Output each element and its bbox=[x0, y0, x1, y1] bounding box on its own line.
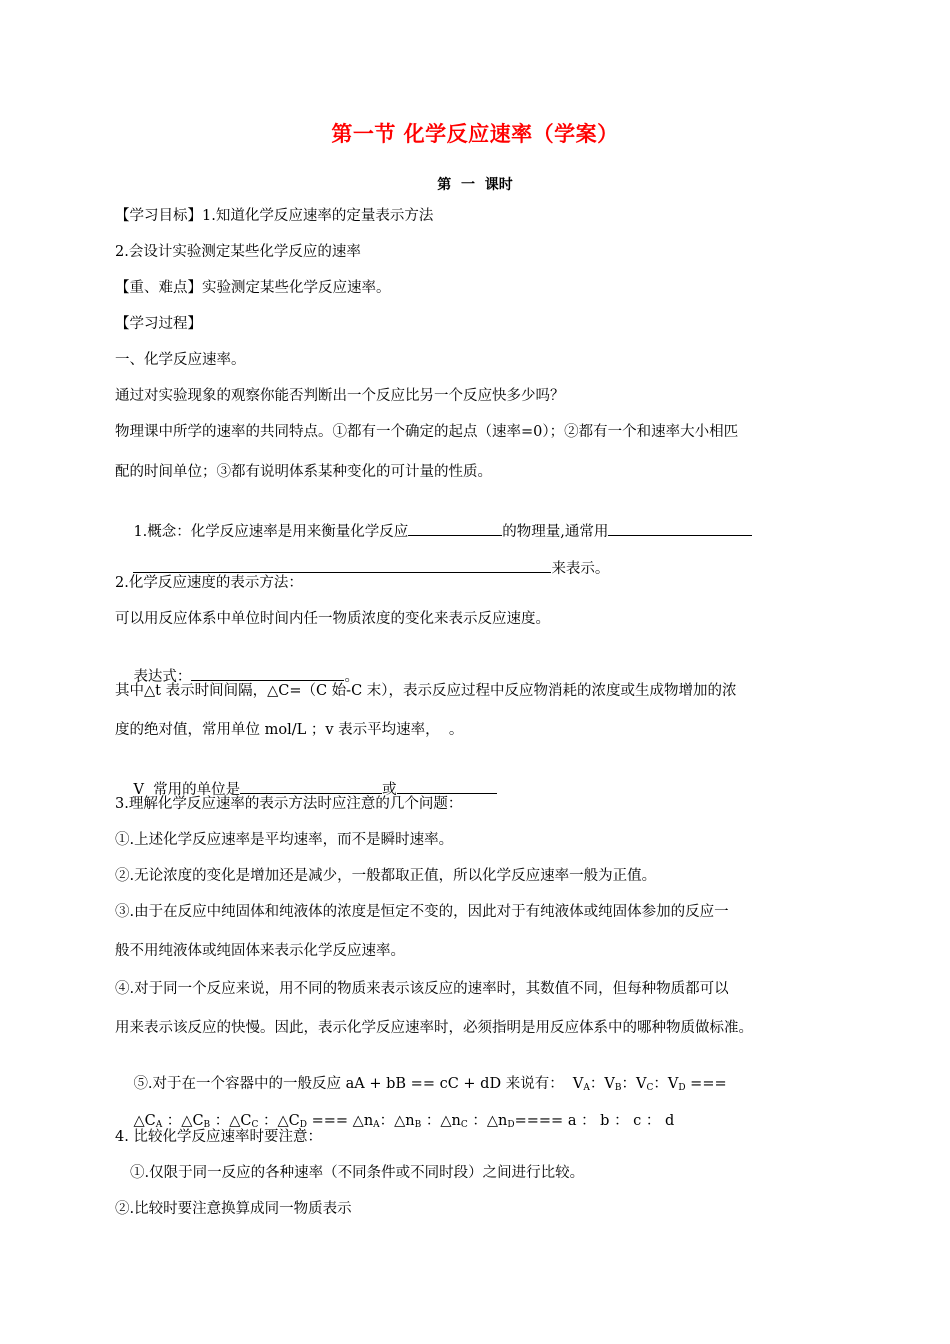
concept-text-1: 1.概念：化学反应速率是用来衡量化学反应 bbox=[133, 524, 409, 540]
learning-process-heading: 【学习过程】 bbox=[115, 316, 202, 332]
compare-note-1: ①.仅限于同一反应的各种速率（不同条件或不同时段）之间进行比较。 bbox=[130, 1165, 585, 1181]
expression-end: 。 bbox=[344, 669, 359, 685]
ratio-result: ==== a ： b ： c ： d bbox=[514, 1113, 675, 1129]
unit-text: V 常用的单位是 bbox=[133, 782, 241, 798]
delta-n: === △n bbox=[307, 1113, 374, 1129]
fill-blank-4[interactable] bbox=[191, 665, 344, 681]
notes-heading: 3.理解化学反应速率的表示方法时应注意的几个问题： bbox=[115, 796, 463, 812]
subscript-b: B bbox=[414, 1120, 422, 1130]
delta-c: ：△C bbox=[258, 1113, 300, 1129]
subscript-d: D bbox=[678, 1083, 686, 1093]
delta-c: △C bbox=[133, 1113, 156, 1129]
concept-text-2: 的物理量,通常用 bbox=[502, 524, 609, 540]
subscript-c: C bbox=[460, 1120, 468, 1130]
physics-rate-paragraph-1: 物理课中所学的速率的共同特点。①都有一个确定的起点（速率=0）；②都有一个和速率大小相匹 bbox=[115, 424, 739, 440]
subscript-d: D bbox=[299, 1120, 307, 1130]
delta-c: ：△C bbox=[210, 1113, 252, 1129]
ratio-sep: ：V bbox=[589, 1076, 615, 1092]
fill-blank-5[interactable] bbox=[240, 778, 382, 794]
concept-text-3: 来表示。 bbox=[551, 561, 610, 577]
representation-heading: 2.化学反应速度的表示方法： bbox=[115, 575, 303, 591]
representation-paragraph: 可以用反应体系中单位时间内任一物质浓度的变化来表示反应速度。 bbox=[115, 611, 550, 627]
note-5-text: ⑤.对于在一个容器中的一般反应 aA + bB == cC + dD 来说有： V bbox=[133, 1076, 584, 1092]
section-one-heading: 一、化学反应速率。 bbox=[115, 352, 246, 368]
fill-blank-6[interactable] bbox=[397, 778, 497, 794]
note-2: ②.无论浓度的变化是增加还是减少，一般都取正值，所以化学反应速率一般为正值。 bbox=[115, 868, 657, 884]
expression-label: 表达式： bbox=[133, 669, 192, 685]
delta-n: ：△n bbox=[421, 1113, 461, 1129]
subscript-d: D bbox=[507, 1120, 515, 1130]
learning-objective-1: 【学习目标】1.知道化学反应速率的定量表示方法 bbox=[115, 208, 434, 224]
equals-sign: === bbox=[685, 1076, 727, 1092]
subscript-b: B bbox=[614, 1083, 622, 1093]
note-4-line-1: ④.对于同一个反应来说，用不同的物质来表示该反应的速率时，其数值不同，但每种物质都可以 bbox=[115, 981, 729, 997]
learning-objective-2: 2.会设计实验测定某些化学反应的速率 bbox=[115, 244, 361, 260]
physics-rate-paragraph-2: 配的时间单位；③都有说明体系某种变化的可计量的性质。 bbox=[115, 464, 492, 480]
note-3-line-2: 般不用纯液体或纯固体来表示化学反应速率。 bbox=[115, 943, 405, 959]
page-title: 第一节 化学反应速率（学案） bbox=[331, 122, 619, 146]
key-difficult-points: 【重、难点】实验测定某些化学反应速率。 bbox=[115, 280, 391, 296]
note-3-line-1: ③.由于在反应中纯固体和纯液体的浓度是恒定不变的，因此对于有纯液体或纯固体参加的反应一 bbox=[115, 904, 729, 920]
fill-blank-2[interactable] bbox=[608, 520, 752, 536]
interval-paragraph-2: 度的绝对值，常用单位 mol/L ；v 表示平均速率， 。 bbox=[115, 722, 464, 738]
delta-n: ：△n bbox=[379, 1113, 415, 1129]
fill-blank-1[interactable] bbox=[408, 520, 502, 536]
ratio-sep: ：V bbox=[621, 1076, 647, 1092]
compare-note-2: ②.比较时要注意换算成同一物质表示 bbox=[115, 1201, 352, 1217]
fill-blank-3[interactable] bbox=[133, 557, 551, 573]
subscript-c: C bbox=[251, 1120, 259, 1130]
subscript-a: A bbox=[373, 1120, 380, 1130]
delta-c: ：△C bbox=[162, 1113, 204, 1129]
delta-n: ：△n bbox=[467, 1113, 508, 1129]
note-1: ①.上述化学反应速率是平均速率，而不是瞬时速率。 bbox=[115, 832, 454, 848]
ratio-sep: ：V bbox=[653, 1076, 679, 1092]
interval-paragraph-1: 其中△t 表示时间间隔，△C=（C 始-C 末），表示反应过程中反应物消耗的浓度或生成物增加的浓 bbox=[115, 683, 737, 699]
note-4-line-2: 用来表示该反应的快慢。因此，表示化学反应速率时，必须指明是用反应体系中的哪种物质做标准。 bbox=[115, 1020, 753, 1036]
question-paragraph: 通过对实验现象的观察你能否判断出一个反应比另一个反应快多少吗？ bbox=[115, 388, 565, 404]
subscript-a: A bbox=[155, 1120, 163, 1130]
subscript-b: B bbox=[203, 1120, 211, 1130]
unit-or: 或 bbox=[382, 782, 397, 798]
page-subtitle: 第 一 课时 bbox=[437, 177, 513, 193]
subscript-a: A bbox=[583, 1083, 590, 1093]
subscript-c: C bbox=[646, 1083, 654, 1093]
compare-heading: 4. 比较化学反应速率时要注意： bbox=[115, 1129, 322, 1145]
